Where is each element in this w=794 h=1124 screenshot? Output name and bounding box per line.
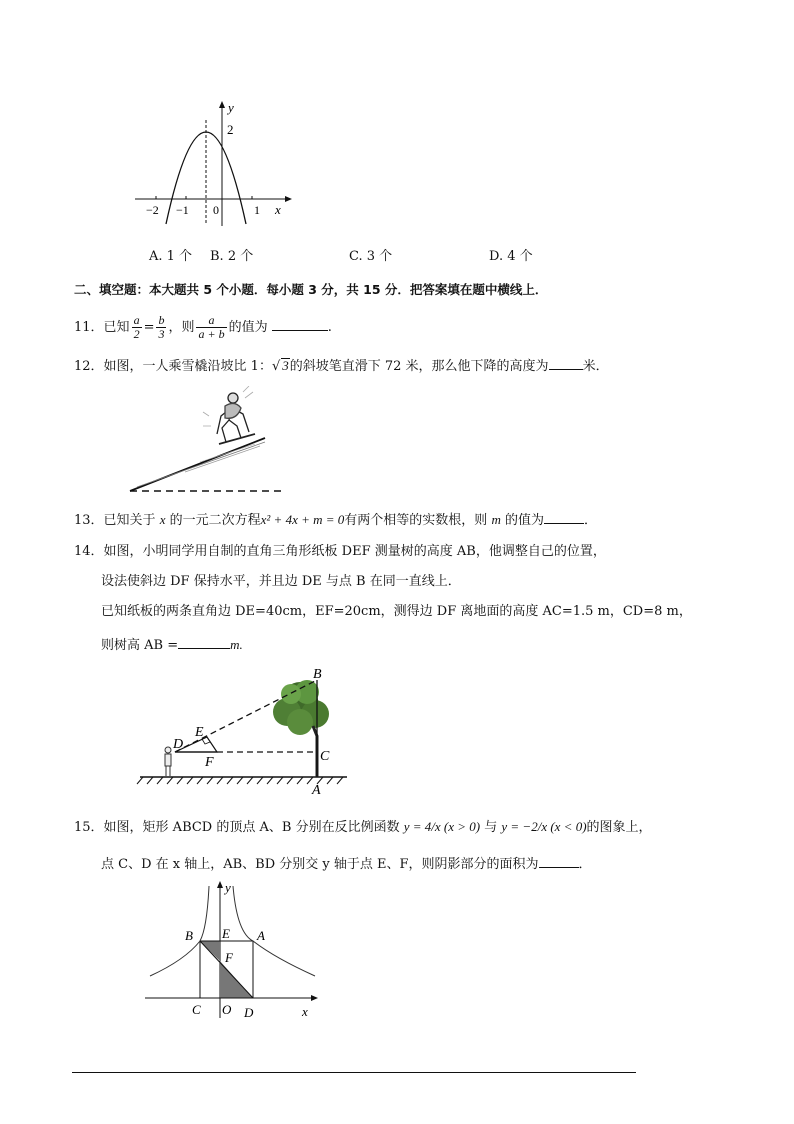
- q13-number: 13．: [74, 513, 104, 528]
- q11-frac-b3: $\frac{b}{3}$: [158, 313, 165, 341]
- q11-frac-a2: $\frac{a}{2}$: [133, 313, 140, 341]
- question-14-line1: 14．如图，小明同学用自制的直角三角形纸板 DEF 测量树的高度 AB，他调整自己的位置，: [74, 544, 606, 559]
- question-14-line3: 已知纸板的两条直角边 DE=40cm，EF=20cm，测得边 DF 离地面的高度 AC=1.5 m，CD=8 m，: [101, 604, 692, 619]
- question-15-line2: 点 C、D 在 x 轴上，AB、BD 分别交 y 轴于点 E、F，则阴影部分的面积为 ．: [101, 857, 592, 872]
- q15-answer-blank[interactable]: [539, 856, 579, 868]
- q15-function-1: y = 4/x (x > 0): [403, 819, 481, 834]
- fig15-label-f: F: [225, 950, 233, 965]
- q11-number: 11．: [74, 320, 104, 335]
- fig15-label-b: B: [185, 928, 193, 943]
- q11-pre: 已知: [103, 320, 130, 335]
- graph1-tick-1: 1: [254, 203, 260, 217]
- option-c: C. 3 个: [349, 249, 393, 264]
- q15-function-2: y = −2/x (x < 0): [501, 819, 587, 834]
- option-d: D. 4 个: [489, 249, 533, 264]
- q12-sqrt-sign: √: [271, 359, 281, 374]
- skier-icon: [203, 386, 255, 444]
- page-footer-rule: [72, 1072, 636, 1073]
- tree-measurement-figure: [135, 664, 355, 796]
- x-axis-arrow: [285, 196, 292, 202]
- fig15-label-e: E: [222, 926, 230, 941]
- y-axis-arrow: [219, 101, 225, 108]
- fig15-label-y: y: [225, 880, 231, 895]
- x-axis-arrow: [311, 995, 318, 1001]
- q13-equation: x² + 4x + m = 0: [260, 512, 345, 527]
- label-f: F: [205, 755, 214, 770]
- parabola-graph: [130, 98, 300, 228]
- graph1-tick-0: 0: [213, 203, 219, 217]
- y-axis-arrow: [217, 881, 223, 888]
- section-heading: 二、填空题：本大题共 5 个小题．每小题 3 分，共 15 分．把答案填在题中横线上．: [74, 282, 548, 297]
- question-15-line1: 15．如图，矩形 ABCD 的顶点 A、B 分别在反比例函数 y = 4/x (x > 0) 与 y = −2/x (x < 0)的图象上，: [74, 819, 652, 835]
- label-d: D: [173, 737, 184, 752]
- fig15-label-c: C: [192, 1002, 201, 1017]
- q14-answer-blank[interactable]: [178, 637, 230, 649]
- q12-number: 12．: [74, 359, 104, 374]
- q11-answer-blank[interactable]: [272, 319, 328, 331]
- q11-frac-result: $\frac{a}{a + b}$: [198, 313, 225, 341]
- q11-post: 的值为: [228, 320, 268, 335]
- question-12: 12．如图，一人乘雪橇沿坡比 1：√ 3的斜坡笔直滑下 72 米，那么他下降的高度为 米．: [74, 358, 609, 374]
- q12-pre: 如图，一人乘雪橇沿坡比 1：: [103, 359, 272, 374]
- label-b: B: [313, 667, 322, 682]
- q12-sqrt-value: 3: [282, 358, 289, 373]
- graph1-tick-neg2: −2: [146, 203, 159, 217]
- graph1-tick-neg1: −1: [176, 203, 189, 217]
- option-b: B. 2 个: [210, 249, 254, 264]
- option-a: A. 1 个: [149, 249, 193, 264]
- label-a: A: [312, 783, 321, 796]
- graph1-x-label: x: [275, 202, 281, 217]
- q11-mid: ，则: [168, 320, 195, 335]
- fig15-label-o: O: [222, 1002, 232, 1017]
- question-13: 13．已知关于 x 的一元二次方程x² + 4x + m = 0有两个相等的实数根，则 m 的值为 ．: [74, 512, 598, 528]
- q13-answer-blank[interactable]: [544, 512, 584, 524]
- label-e: E: [195, 725, 204, 740]
- hyperbola-right: [233, 886, 315, 976]
- hyperbola-rectangle-figure: [145, 878, 320, 1023]
- q12-post: 的斜坡笔直滑下 72 米，那么他下降的高度为: [289, 359, 549, 374]
- person-icon: [165, 747, 171, 776]
- question-11: 11．已知 $\frac{a}{2}$ = $\frac{b}{3}$ ，则 $\frac{a}{a + b}$ 的值为 .: [74, 313, 332, 341]
- fig15-label-d: D: [244, 1005, 254, 1020]
- graph1-y-label: y: [228, 100, 234, 115]
- fig15-label-x: x: [302, 1004, 308, 1019]
- question-14-line4: 则树高 AB = m.: [101, 637, 243, 653]
- slope-line: [130, 438, 265, 491]
- label-c: C: [320, 749, 330, 764]
- graph1-tick-2: 2: [227, 122, 234, 137]
- q12-answer-blank[interactable]: [549, 358, 583, 370]
- question-14-line2: 设法使斜边 DF 保持水平，并且边 DE 与点 B 在同一直线上．: [101, 574, 461, 589]
- fig15-label-a: A: [257, 928, 265, 943]
- slope-skier-figure: [125, 386, 290, 496]
